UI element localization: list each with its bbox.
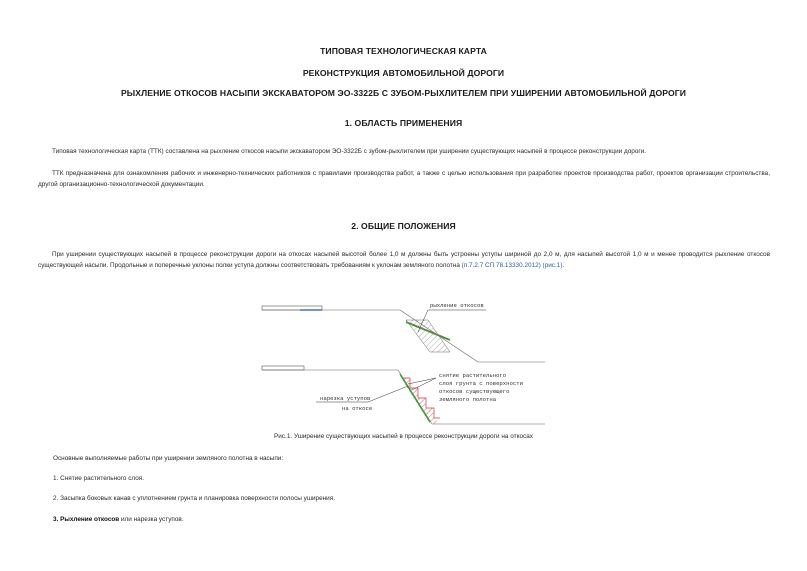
figure-caption: Рис.1. Уширение существующих насыпей в процессе реконструкции дороги на откосах xyxy=(274,433,533,440)
works-item-3 xyxy=(53,516,184,523)
label-loosening: рыхление откосов xyxy=(430,302,484,309)
section1-paragraph1: Типовая технологическая карта (ТТК) составлена на рыхление откосов насыпи экскаватором ЭО-3322Б с зубом-рыхлителем при уширении существующих насыпей в процессе реконструкции дороги. xyxy=(52,148,647,155)
works-item-3-rest: или нарезка уступов. xyxy=(119,516,184,523)
label-removal-4: земляного полотна xyxy=(439,396,497,403)
works-item-2: 2. Засыпка боковых канав с уплотнением грунта и планировка поверхности полосы уширения. xyxy=(53,495,335,502)
section1-heading: 1. ОБЛАСТЬ ПРИМЕНЕНИЯ xyxy=(344,118,463,128)
figure-embankment-widening xyxy=(250,296,560,432)
upper-embankment-section xyxy=(262,302,545,362)
works-intro: Основные выполняемые работы при уширении земляного полотна в насыпи: xyxy=(53,455,284,462)
doc-title-line1: ТИПОВАЯ ТЕХНОЛОГИЧЕСКАЯ КАРТА xyxy=(320,46,487,56)
works-item-3-bold: 3. Рыхление откосов xyxy=(53,516,120,523)
section2-paragraph1-end: . xyxy=(562,262,565,269)
road-pavement-lower xyxy=(262,366,304,370)
section1-paragraph2: ТТК предназначена для ознакомления рабочих и инженерно-технических работников с правилами производства работ, а также с целью использования при разработке проектов производства работ, проектов организации строительства, другой организационно-технологической документации. xyxy=(38,170,770,188)
lower-embankment-section xyxy=(262,366,545,424)
doc-title-line3: РЫХЛЕНИЕ ОТКОСОВ НАСЫПИ ЭКСКАВАТОРОМ ЭО-3322Б С ЗУБОМ-РЫХЛИТЕЛЕМ ПРИ УШИРЕНИИ АВТОМОБИЛЬНОЙ ДОРОГИ xyxy=(120,88,687,98)
section2-heading: 2. ОБЩИЕ ПОЛОЖЕНИЯ xyxy=(351,221,456,231)
label-removal-2: слоя грунта с поверхности xyxy=(439,380,523,387)
section2-paragraph1-text: При уширении существующих насыпей в процессе реконструкции дороги на откосах насыпей высотой более 1,0 м должны быть устроены уступы шириной до 2,0 м, для насыпей высотой 1,0 м и менее проводится рыхление откосов существующей насыпи. Продольные и поперечные уклоны полки уступа должны соответствовать требованиям к уклонам земляного полотна xyxy=(38,251,770,269)
leader-removal xyxy=(412,378,436,390)
works-item-1: 1. Снятие растительного слоя. xyxy=(53,475,144,482)
section2-paragraph1 xyxy=(38,249,770,271)
label-removal-1: снятие растительного xyxy=(439,372,507,379)
label-steps-2: на откосе xyxy=(342,405,373,412)
label-removal-3: откосов существующего xyxy=(439,388,510,395)
doc-title-line2: РЕКОНСТРУКЦИЯ АВТОМОБИЛЬНОЙ ДОРОГИ xyxy=(302,68,505,78)
standard-reference-link[interactable]: (п.7.2.7 СП 78.13330.2012) (рис.1) xyxy=(461,262,563,269)
label-steps-1: нарезка уступов xyxy=(320,395,371,402)
